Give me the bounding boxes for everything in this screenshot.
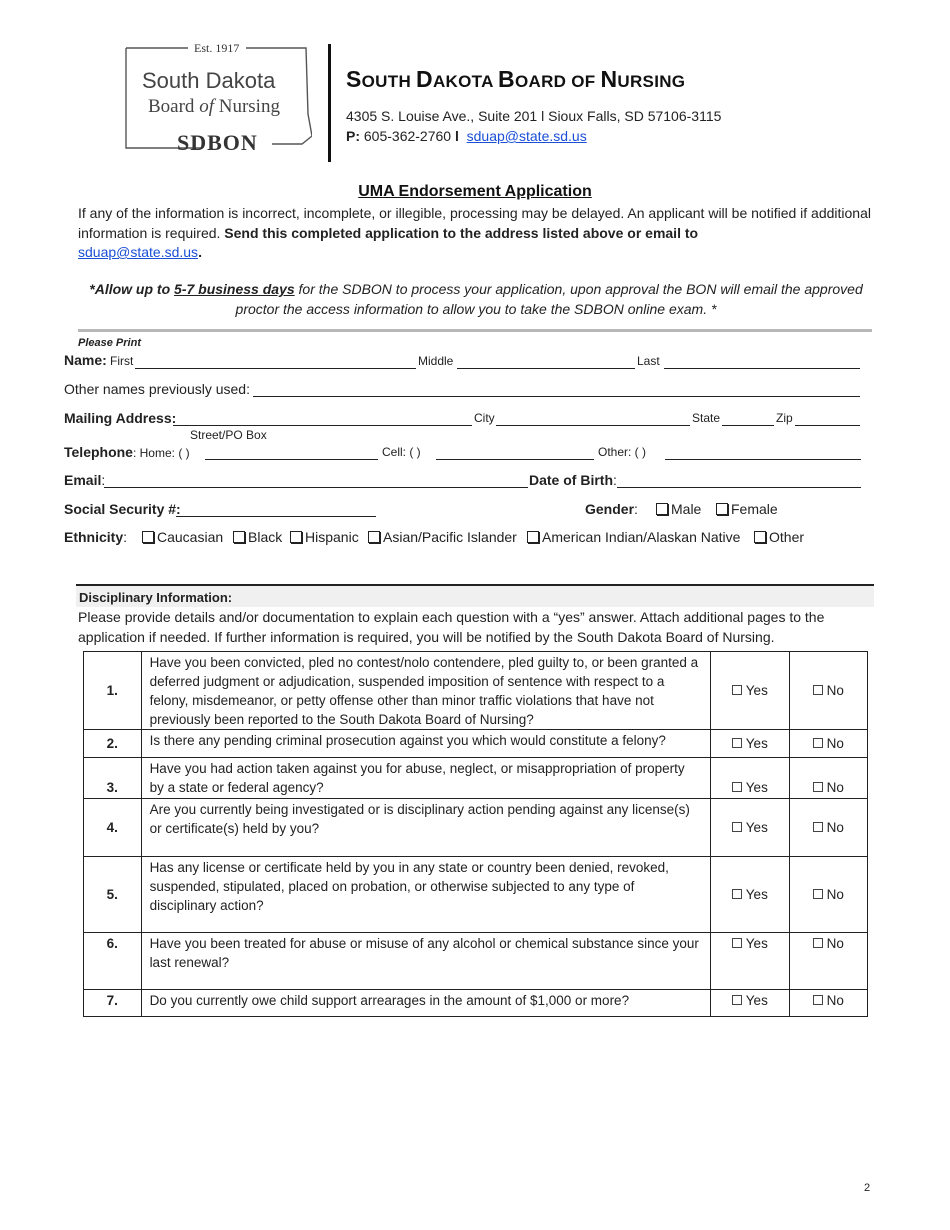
logo-line1: South Dakota — [142, 68, 276, 93]
dob-label: Date of Birth: — [529, 472, 617, 488]
disciplinary-header: Disciplinary Information: — [76, 586, 874, 607]
table-row: 7. Do you currently owe child support arrearages in the amount of $1,000 or more? Yes No — [84, 990, 868, 1017]
last-label: Last — [637, 354, 660, 368]
checkbox-icon — [656, 503, 668, 515]
sdbon-logo — [122, 41, 312, 156]
state-label: State — [692, 411, 721, 425]
zip-label: Zip — [776, 411, 793, 425]
checkbox-icon — [233, 531, 245, 543]
checkbox-icon — [813, 782, 823, 792]
table-row: 5. Has any license or certificate held by you in any state or country been denied, revoked, suspended, stipulated, placed on probation, or otherwise subjected to any type of disciplinary action? Yes No — [84, 857, 868, 933]
checkbox-icon — [732, 938, 742, 948]
checkbox-icon — [754, 531, 766, 543]
middle-name-field[interactable] — [457, 368, 635, 369]
checkbox-icon — [732, 822, 742, 832]
checkbox-icon — [716, 503, 728, 515]
please-print-label: Please Print — [78, 337, 141, 349]
other-phone-field[interactable] — [665, 459, 861, 460]
checkbox-icon — [142, 531, 154, 543]
q6-no-option[interactable]: No — [789, 933, 867, 990]
cell-phone-field[interactable] — [436, 459, 594, 460]
gender-female-option[interactable]: Female — [716, 501, 778, 517]
gender-male-option[interactable]: Male — [656, 501, 701, 517]
logo-abbr: SDBON — [177, 130, 258, 155]
q3-yes-option[interactable]: Yes — [711, 758, 789, 799]
q2-no-option[interactable]: No — [789, 730, 867, 758]
separator: l — [454, 128, 459, 144]
email-label: Email: — [64, 472, 106, 488]
form-title: UMA Endorsement Application — [358, 183, 592, 200]
q5-no-option[interactable]: No — [789, 857, 867, 933]
checkbox-icon — [732, 995, 742, 1005]
q7-yes-option[interactable]: Yes — [711, 990, 789, 1017]
checkbox-icon — [290, 531, 302, 543]
ethnicity-american-indian[interactable]: American Indian/Alaskan Native — [527, 529, 740, 545]
checkbox-icon — [732, 738, 742, 748]
checkbox-icon — [813, 822, 823, 832]
checkbox-icon — [732, 889, 742, 899]
table-row: 2. Is there any pending criminal prosecution against you which would constitute a felony? Yes No — [84, 730, 868, 758]
checkbox-icon — [813, 738, 823, 748]
checkbox-icon — [813, 889, 823, 899]
dob-field[interactable] — [617, 487, 861, 488]
last-name-field[interactable] — [664, 368, 860, 369]
telephone-row: Telephone: Home: ( ) — [64, 444, 190, 460]
checkbox-icon — [368, 531, 380, 543]
q2-yes-option[interactable]: Yes — [711, 730, 789, 758]
middle-label: Middle — [418, 354, 454, 368]
q6-yes-option[interactable]: Yes — [711, 933, 789, 990]
table-row: 6. Have you been treated for abuse or misuse of any alcohol or chemical substance since your last renewal? Yes No — [84, 933, 868, 990]
city-label: City — [474, 411, 495, 425]
mailing-address-label: Mailing Address: — [64, 410, 177, 426]
page-number: 2 — [864, 1182, 871, 1194]
disciplinary-questions-table — [83, 651, 868, 1017]
ethnicity-black[interactable]: Black — [233, 529, 282, 545]
checkbox-icon — [813, 685, 823, 695]
header-divider — [328, 44, 331, 162]
other-names-field[interactable] — [253, 396, 860, 397]
zip-field[interactable] — [795, 425, 860, 426]
other-phone-label: Other: ( ) — [598, 445, 647, 459]
org-contact — [346, 128, 587, 144]
ethnicity-asian-pacific[interactable]: Asian/Pacific Islander — [368, 529, 517, 545]
ethnicity-caucasian[interactable]: Caucasian — [142, 529, 223, 545]
checkbox-icon — [813, 995, 823, 1005]
logo-est: Est. 1917 — [194, 41, 240, 55]
phone-number: 605-362-2760 — [360, 128, 455, 144]
table-row: 4. Are you currently being investigated or is disciplinary action pending against any license(s) or certificate(s) held by you? Yes No — [84, 799, 868, 857]
processing-note: *Allow up to 5-7 business days for the SDBON to process your application, upon approval the BON will email the approved proctor the access information to allow you to take the SDBON online exam. * — [89, 281, 863, 317]
checkbox-icon — [732, 685, 742, 695]
org-email-link[interactable]: sduap@state.sd.us — [466, 128, 587, 144]
gender-label: Gender: — [585, 501, 638, 517]
ethnicity-hispanic[interactable]: Hispanic — [290, 529, 359, 545]
cell-label: Cell: ( ) — [382, 445, 421, 459]
q3-no-option[interactable]: No — [789, 758, 867, 799]
home-phone-field[interactable] — [205, 459, 378, 460]
q4-yes-option[interactable]: Yes — [711, 799, 789, 857]
logo-line2: Board of Nursing — [148, 96, 280, 117]
street-hint: Street/PO Box — [190, 428, 267, 442]
checkbox-icon — [813, 938, 823, 948]
ethnicity-label: Ethnicity: — [64, 529, 128, 545]
q1-yes-option[interactable]: Yes — [711, 652, 789, 730]
q4-no-option[interactable]: No — [789, 799, 867, 857]
q5-yes-option[interactable]: Yes — [711, 857, 789, 933]
ssn-field[interactable] — [176, 516, 376, 517]
intro-paragraph: If any of the information is incorrect, incomplete, or illegible, processing may be delayed. An applicant will be notified if additional information is required. Send this completed application to the address listed above or email to sduap@state.sd.us. — [78, 205, 871, 260]
city-field[interactable] — [496, 425, 690, 426]
org-title: SOUTH DAKOTA BOARD OF NURSING — [346, 66, 686, 92]
checkbox-icon — [732, 782, 742, 792]
ssn-label: Social Security #: — [64, 501, 181, 517]
table-row: 3. Have you had action taken against you for abuse, neglect, or misappropriation of property by a state or federal agency? Yes No — [84, 758, 868, 799]
org-address: 4305 S. Louise Ave., Suite 201 l Sioux Falls, SD 57106-3115 — [346, 108, 722, 124]
checkbox-icon — [527, 531, 539, 543]
q1-no-option[interactable]: No — [789, 652, 867, 730]
phone-label: P: — [346, 128, 360, 144]
table-row: 1. Have you been convicted, pled no contest/nolo contendere, pled guilty to, or been granted a deferred judgment or adjudication, suspended imposition of sentence with respect to a felony, misdemeanor, or petty offense other than minor traffic violations that have not previously been reported to the South Dakota Board of Nursing? Yes No — [84, 652, 868, 730]
first-label: First — [110, 354, 134, 368]
disciplinary-instructions: Please provide details and/or documentation to explain each question with a “yes” answer. Attach additional pages to the application if needed. If further information is required, you will be notified by the South Dakota Board of Nursing. — [78, 609, 825, 645]
email-field[interactable] — [104, 487, 528, 488]
street-field[interactable] — [173, 425, 472, 426]
intro-email-link[interactable]: sduap@state.sd.us — [78, 244, 199, 260]
first-name-field[interactable] — [135, 368, 416, 369]
other-names-label: Other names previously used: — [64, 381, 250, 397]
state-field[interactable] — [722, 425, 774, 426]
ethnicity-other[interactable]: Other — [754, 529, 804, 545]
name-label: Name: — [64, 352, 107, 368]
section-rule — [78, 329, 872, 332]
q7-no-option[interactable]: No — [789, 990, 867, 1017]
